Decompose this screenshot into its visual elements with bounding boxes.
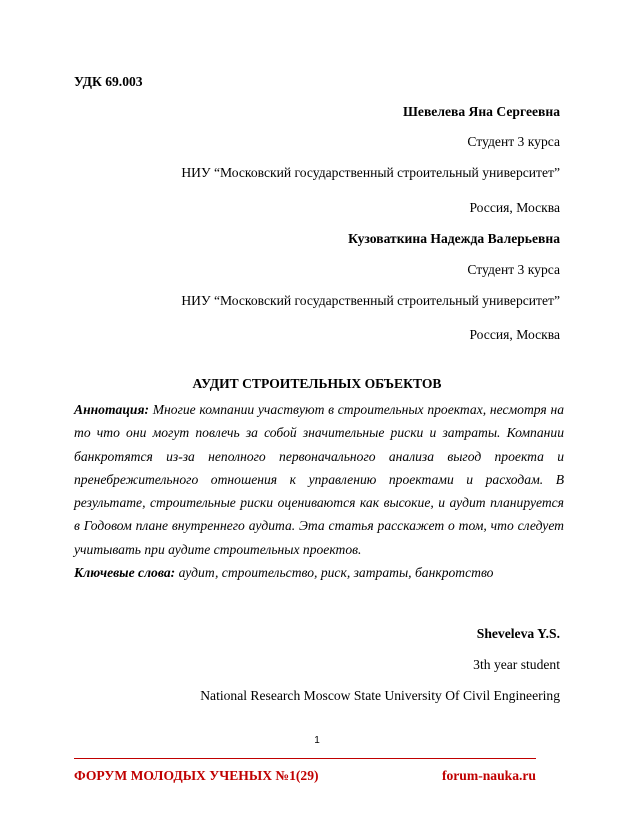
author-2-status: Студент 3 курса — [467, 262, 560, 277]
english-author-status: 3th year student — [473, 657, 560, 672]
keywords-label: Ключевые слова: — [74, 565, 176, 581]
keywords-text: аудит, строительство, риск, затраты, банкротство — [175, 565, 494, 581]
abstract-block — [74, 398, 564, 584]
author-1-affiliation: НИУ “Московский государственный строительный университет” — [181, 165, 560, 180]
page-number: 1 — [314, 735, 320, 746]
abstract-label: Аннотация: — [74, 402, 149, 417]
english-author-name: Sheveleva Y.S. — [476, 626, 560, 641]
article-title: АУДИТ СТРОИТЕЛЬНЫХ ОБЪЕКТОВ — [192, 376, 442, 391]
author-2-affiliation: НИУ “Московский государственный строительный университет” — [181, 293, 560, 308]
english-author-affiliation: National Research Moscow State University Of Civil Engineering — [200, 688, 560, 703]
author-1-location: Россия, Москва — [469, 200, 560, 215]
author-1-name: Шевелева Яна Сергеевна — [403, 104, 560, 119]
abstract-text: Многие компании участвуют в строительных проектах, несмотря на то что они могут повлечь за собой значительные риски и затраты. Компании банкротятся из-за неполного первоначального анализа выгод проекта и пренебрежительного отношения к управлению проектами и расходам. В результате, строительные риски оцениваются как высокие, и аудит планируется в Годовом плане внутреннего аудита. Эта статья расскажет о том, что следует учитывать при аудите строительных проектов. — [74, 402, 564, 557]
author-1-status: Студент 3 курса — [467, 134, 560, 149]
keywords-paragraph — [74, 561, 564, 584]
footer-journal-title: ФОРУМ МОЛОДЫХ УЧЕНЫХ №1(29) — [74, 768, 319, 783]
abstract-paragraph — [74, 398, 564, 561]
udk-code: УДК 69.003 — [74, 74, 143, 89]
footer-divider — [74, 758, 536, 759]
author-2-location: Россия, Москва — [469, 327, 560, 342]
footer-site-link[interactable]: forum-nauka.ru — [441, 768, 536, 783]
author-2-name: Кузоваткина Надежда Валерьевна — [348, 231, 560, 246]
